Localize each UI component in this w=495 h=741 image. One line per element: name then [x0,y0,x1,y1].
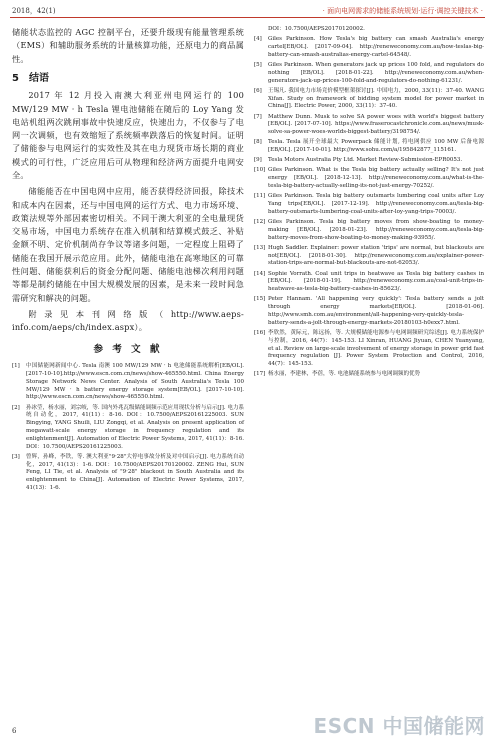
reference-text: Sophie Vorrath. Coal unit trips in heatwave as Tesla big battery cashes in [EB/OL]. [2018-01-19]. http://reneweconomy.com.au/coal-unit-trips-in-heatwave-as-tesla-big-battery-cashes-in-85623/. [268,270,484,293]
page-number: 6 [12,727,17,735]
reference-item [254,62,484,85]
reference-item [254,167,484,190]
reference-number: [17] [254,371,266,378]
references-heading: 参 考 文 献 [93,344,163,356]
reference-item [12,363,244,402]
reference-item [254,193,484,216]
reference-text: 杨水丽，李建林，李蓓，等. 电池储能系统参与电网调频的优势 [268,371,420,378]
reference-text: Matthew Dunn. Musk to solve SA power woes with world's biggest battery [EB/OL]. [2017-07-10]. https://www.fraserocastchronicle.com.au/news/musk-solve-sa-power-woes-worlds-biggest-battery/3198754/. [268,113,484,136]
reference-item [254,330,484,369]
reference-number: [3] [12,453,20,460]
reference-number: [9] [254,157,262,164]
reference-item [12,405,244,452]
reference-number: [12] [254,219,266,226]
right-column [254,26,484,382]
reference-text: Giles Parkinson. Tesla big battery outsmarts lumbering coal units after Loy Yang trips[EB/OL]. [2017-12-19]. http://reneweconomy.com.au/tesla-big-battery-outsmarts-lumbering-coal-units-after-loy-yang-trips-70003/. [268,193,484,215]
reference-item [254,88,484,111]
reference-item [254,139,484,155]
reference-number: [6] [254,87,262,94]
reference-text: 王锡凡. 我国电力市场竞价模型框架探讨[J]. 中国电力，2000, 33(11)：37-40. WANG Xifan. Study on framework of bidding system model for power market in China[J]. Electric Power, 2000, 33(11)：37-40. [268,87,484,110]
reference-item [254,114,484,137]
running-header-title: · 面向电网需求的储能系统规划·运行·调控关键技术 · [322,7,483,15]
reference-text: Giles Parkinson. Tesla big battery moves from show-boating to money-making [EB/OL]. [2018-01-23]. http://reneweconomy.com.au/tesla-big-battery-moves-from-show-boating-to-money-making-93955/. [268,219,484,241]
reference-text: Tesla Motors Australia Pty Ltd. Market Review-Submission-EPR0053. [268,157,463,164]
reference-text: Tesla. Tesla 展开全球最大 Powerpack 储能计划, 将电网供应 100 MW 后备电源[EB/OL]. [2017-10-01]. http://www.sohu.com/a/195842877_115161. [268,139,484,154]
reference-item [254,296,484,327]
reference-number: [13] [254,244,266,251]
left-column [12,26,244,495]
conclusion-paragraph-2: 储能能否在中国电网中应用，能否获得经济回报，除技术和成本内在因素，还与中国电网的运行方式、电力市场环境、政策法规等外部因素密切相关。不同于澳大利亚的全电量现货交易市场，中国电力系统存在准入机制和结算模式鼓乏、补贴金额不明、定价机制尚存争议等诸多问题，一定程度上阻碍了储能在我国开展示范应用。此外，储能电池在高寒地区的可靠性问题、储能获利后的资金分配问题、储能电池梯次利用问题等都是制约储能在中国大规模发展的因素，是未来一段时间急需研究和解决的问题。 [12,186,244,303]
reference-number: [1] [12,363,20,370]
appendix-note: 附录见本刊网络版（http://www.aeps-info.com/aeps/ch/index.aspx）。 [12,308,244,333]
reference-text: 李欣然，黄际元，陈远扬，等. 大规模储能电源参与电网调频研究综述[J]. 电力系统保护与控制，2016, 44(7)：145-153. LI Xinran, HUANG Jiyuan, CHEN Yuanyang, et al. Review on large-scale involvement of energy storage in power grid fast frequency regulation [J]. Power System Protection and Control, 2016, 44(7)：145-153. [268,329,484,368]
reference-text: 孙冰莹，杨水丽，刘宗岐，等. 国内外兆瓦级储能调频示范应用现状分析与启示[J]. 电力系统自动化，2017, 41(11)：8-16. DOI：10.7500/AEPS20161225003. SUN Bingying, YANG Shuili, LIU Zongqi, et al. Analysis on present application of megawatt-scale energy storage in frequency regulation and its enlightenment[J]. Automation of Electric Power Systems, 2017, 41(11)：8-16. DOI：10.7500/AEPS20161225003. [26,404,244,450]
intro-paragraph: 储能状态监控的 AGC 控制平台，还要升级现有能量管理系统（EMS）和辅助服务系统的计量核算功能，还原电力的商品属性。 [12,27,244,64]
reference-number: [5] [254,61,262,68]
reference-text: Giles Parkinson. What is the Tesla big battery actually selling? It's not just energy [EB/OL]. [2018-12-13]. http://reneweconomy.com.au/what-is-the-tesla-big-battery-actually-selling-its-not-just-energy-70252/. [268,167,484,190]
reference-item [254,36,484,59]
watermark-logo: ESCN 中国储能网 [313,714,485,738]
reference-item [254,219,484,242]
reference-item [254,271,484,294]
reference-number: [4] [254,36,262,43]
reference-text: Hugh Saddler. Explainer: power station 'trips' are normal, but blackouts are not[EB/OL]. [2018-01-30]. http://reneweconomy.com.au/explainer-power-station-trips-are-normal-but-blackouts-are-not-62053/. [268,244,484,267]
reference-text: Giles Parkinson. When generators jack up prices 100 fold, and regulators do nothing [EB/OL]. [2018-01-22]. http://reneweconomy.com.au/when-generators-jack-up-prices-100-fold-and-regulators-do-nothing-61231/. [268,61,484,84]
reference-number: [7] [254,113,262,120]
reference-item [254,371,484,379]
reference-number: [10] [254,167,266,174]
section-title: 5 结语 [12,72,49,84]
reference-number: [14] [254,270,266,277]
header-rule [10,17,485,18]
reference-doi: DOI：10.7500/AEPS20170120002. [268,26,365,32]
reference-text: 曾辉，孙峰，李铁，等. 澳大利亚"9·28"大停电事故分析及对中国启示[J]. 电力系统自动化，2017, 41(13)：1-6. DOI：10.7500/AEPS20170120002. ZENG Hui, SUN Feng, LI Tie, et al. Analysis of "9·28" blackout in South Australia and its enlightenment to China[J]. Automation of Electric Power Systems, 2017, 41(13)：1-6. [26,453,244,491]
reference-item [254,245,484,268]
reference-item [254,157,484,165]
conclusion-paragraph-1: 2017 年 12 月投入南澳大利亚州电网运行的 100 MW/129 MW · h Tesla 锂电池储能在随后的 Loy Yang 发电站机组两次跳闸事故中快速反应，快速出力，不仅参与了电网一次调频，也有效缩短了系统频率跌落后的恢复时间。证明了储能参与电网运行的实效性及其在电力现货市场长期的商业模式的可行性，广泛应用后可从物理和经济两方面提升电网安全。 [12,90,244,181]
reference-number: [8] [254,139,262,146]
reference-number: [15] [254,296,266,303]
reference-number: [2] [12,404,20,411]
reference-text: Giles Parkinson. How Tesla's big battery can smash Australia's energy cartel[EB/OL]. [2017-09-04]. http://reneweconomy.com.au/how-teslas-big-battery-can-smash-australias-energy-cartel-64548/. [268,36,484,58]
reference-item [12,454,244,493]
reference-number: [16] [254,329,266,336]
reference-text: 中国储能网新闻中心. Tesla 南澳 100 MW/129 MW · h 电池储能系统解析[EB/OL].[2017-10-10].http://www.escn.com.cn/news/show-465550.html. China Energy Storage Network News Center. Analysis of South Australia's Tesla 100 MW/129 MW · h battery energy storage system[EB/OL]. [2017-10-10]. http://www.escn.com.cn/news/show-465550.html. [26,363,244,401]
reference-continuation [254,26,484,34]
reference-text: Peter Hannam. 'All happening very quickly': Tesla battery sends a jolt through energy markets[EB/OL]. [2018-01-06]. http://www.smh.com.au/environment/all-happening-very-quickly-tesla-battery-sends-a-jolt-through-energy-markets-20180103-h0exx7.html. [268,296,484,326]
journal-issue: 2018，42(1) [12,7,56,15]
reference-number: [11] [254,193,266,200]
